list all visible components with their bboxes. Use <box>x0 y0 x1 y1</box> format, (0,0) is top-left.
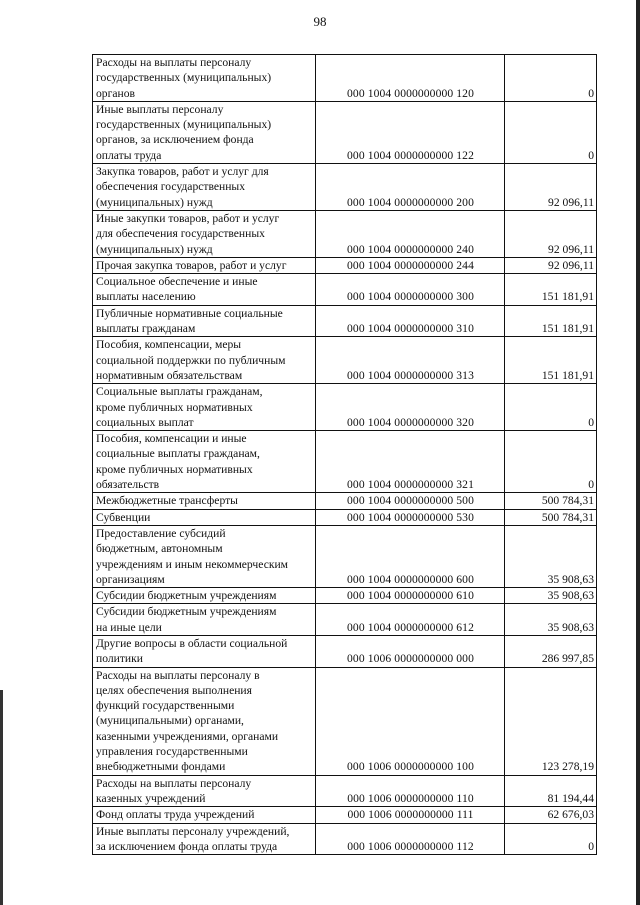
row-name-cell: Иные выплаты персоналу учреждений, за исключением фонда оплаты труда <box>93 823 316 855</box>
table-row <box>93 635 597 667</box>
table-row <box>93 525 597 587</box>
row-name-cell: Другие вопросы в области социальной политики <box>93 635 316 667</box>
row-code-cell: 000 1004 0000000000 321 <box>316 431 505 493</box>
row-name-cell: Иные выплаты персоналу государственных (муниципальных) органов, за исключением фонда оплаты труда <box>93 101 316 163</box>
row-code-cell: 000 1004 0000000000 612 <box>316 604 505 636</box>
row-name-cell: Публичные нормативные социальные выплаты гражданам <box>93 305 316 337</box>
row-amount-cell: 92 096,11 <box>505 257 597 273</box>
row-name-cell: Пособия, компенсации, меры социальной поддержки по публичным нормативным обязательствам <box>93 337 316 384</box>
row-name-cell: Пособия, компенсации и иные социальные выплаты гражданам, кроме публичных нормативных обязательств <box>93 431 316 493</box>
row-name-cell: Социальное обеспечение и иные выплаты населению <box>93 274 316 306</box>
table-row <box>93 337 597 384</box>
row-amount-cell: 500 784,31 <box>505 493 597 509</box>
row-code-cell: 000 1006 0000000000 112 <box>316 823 505 855</box>
budget-table <box>92 54 597 855</box>
row-name-cell: Иные закупки товаров, работ и услуг для обеспечения государственных (муниципальных) нужд <box>93 210 316 257</box>
table-row <box>93 667 597 775</box>
scan-edge-left <box>0 690 3 905</box>
table-row <box>93 305 597 337</box>
row-name-cell: Предоставление субсидий бюджетным, автономным учреждениям и иным некоммерческим организациям <box>93 525 316 587</box>
table-row <box>93 823 597 855</box>
row-amount-cell: 151 181,91 <box>505 305 597 337</box>
table-row <box>93 101 597 163</box>
row-code-cell: 000 1004 0000000000 610 <box>316 588 505 604</box>
table-row <box>93 257 597 273</box>
row-name-cell: Закупка товаров, работ и услуг для обеспечения государственных (муниципальных) нужд <box>93 164 316 211</box>
row-name-cell: Межбюджетные трансферты <box>93 493 316 509</box>
row-name-cell: Социальные выплаты гражданам, кроме публичных нормативных социальных выплат <box>93 384 316 431</box>
row-code-cell: 000 1004 0000000000 600 <box>316 525 505 587</box>
row-amount-cell: 0 <box>505 55 597 102</box>
row-code-cell: 000 1004 0000000000 244 <box>316 257 505 273</box>
row-code-cell: 000 1004 0000000000 500 <box>316 493 505 509</box>
row-code-cell: 000 1004 0000000000 313 <box>316 337 505 384</box>
row-code-cell: 000 1004 0000000000 240 <box>316 210 505 257</box>
row-code-cell: 000 1004 0000000000 200 <box>316 164 505 211</box>
row-code-cell: 000 1006 0000000000 000 <box>316 635 505 667</box>
table-row <box>93 509 597 525</box>
row-code-cell: 000 1004 0000000000 310 <box>316 305 505 337</box>
row-name-cell: Расходы на выплаты персоналу государственных (муниципальных) органов <box>93 55 316 102</box>
row-code-cell: 000 1004 0000000000 120 <box>316 55 505 102</box>
row-amount-cell: 0 <box>505 384 597 431</box>
row-amount-cell: 286 997,85 <box>505 635 597 667</box>
row-amount-cell: 81 194,44 <box>505 775 597 807</box>
row-code-cell: 000 1004 0000000000 122 <box>316 101 505 163</box>
row-code-cell: 000 1006 0000000000 100 <box>316 667 505 775</box>
row-code-cell: 000 1004 0000000000 320 <box>316 384 505 431</box>
row-amount-cell: 0 <box>505 101 597 163</box>
table-row <box>93 164 597 211</box>
row-name-cell: Субвенции <box>93 509 316 525</box>
table-row <box>93 807 597 823</box>
row-amount-cell: 35 908,63 <box>505 588 597 604</box>
budget-table-body <box>93 55 597 855</box>
row-name-cell: Субсидии бюджетным учреждениям <box>93 588 316 604</box>
table-row <box>93 493 597 509</box>
row-name-cell: Субсидии бюджетным учреждениям на иные цели <box>93 604 316 636</box>
row-name-cell: Прочая закупка товаров, работ и услуг <box>93 257 316 273</box>
table-row <box>93 604 597 636</box>
row-amount-cell: 92 096,11 <box>505 210 597 257</box>
table-row <box>93 210 597 257</box>
row-name-cell: Расходы на выплаты персоналу в целях обеспечения выполнения функций государственными (муниципальными) органами, казенными учреждениями, органами управления государственными внебюджетными фондами <box>93 667 316 775</box>
row-code-cell: 000 1004 0000000000 300 <box>316 274 505 306</box>
row-amount-cell: 151 181,91 <box>505 274 597 306</box>
row-amount-cell: 92 096,11 <box>505 164 597 211</box>
row-code-cell: 000 1006 0000000000 110 <box>316 775 505 807</box>
row-amount-cell: 35 908,63 <box>505 604 597 636</box>
row-amount-cell: 0 <box>505 431 597 493</box>
row-amount-cell: 500 784,31 <box>505 509 597 525</box>
table-row <box>93 431 597 493</box>
row-amount-cell: 35 908,63 <box>505 525 597 587</box>
row-name-cell: Расходы на выплаты персоналу казенных учреждений <box>93 775 316 807</box>
row-amount-cell: 151 181,91 <box>505 337 597 384</box>
table-row <box>93 588 597 604</box>
table-row <box>93 55 597 102</box>
table-row <box>93 274 597 306</box>
table-row <box>93 775 597 807</box>
page-number: 98 <box>313 14 327 29</box>
table-row <box>93 384 597 431</box>
row-code-cell: 000 1006 0000000000 111 <box>316 807 505 823</box>
row-amount-cell: 123 278,19 <box>505 667 597 775</box>
row-name-cell: Фонд оплаты труда учреждений <box>93 807 316 823</box>
scan-edge-right <box>636 0 640 905</box>
row-code-cell: 000 1004 0000000000 530 <box>316 509 505 525</box>
row-amount-cell: 62 676,03 <box>505 807 597 823</box>
row-amount-cell: 0 <box>505 823 597 855</box>
